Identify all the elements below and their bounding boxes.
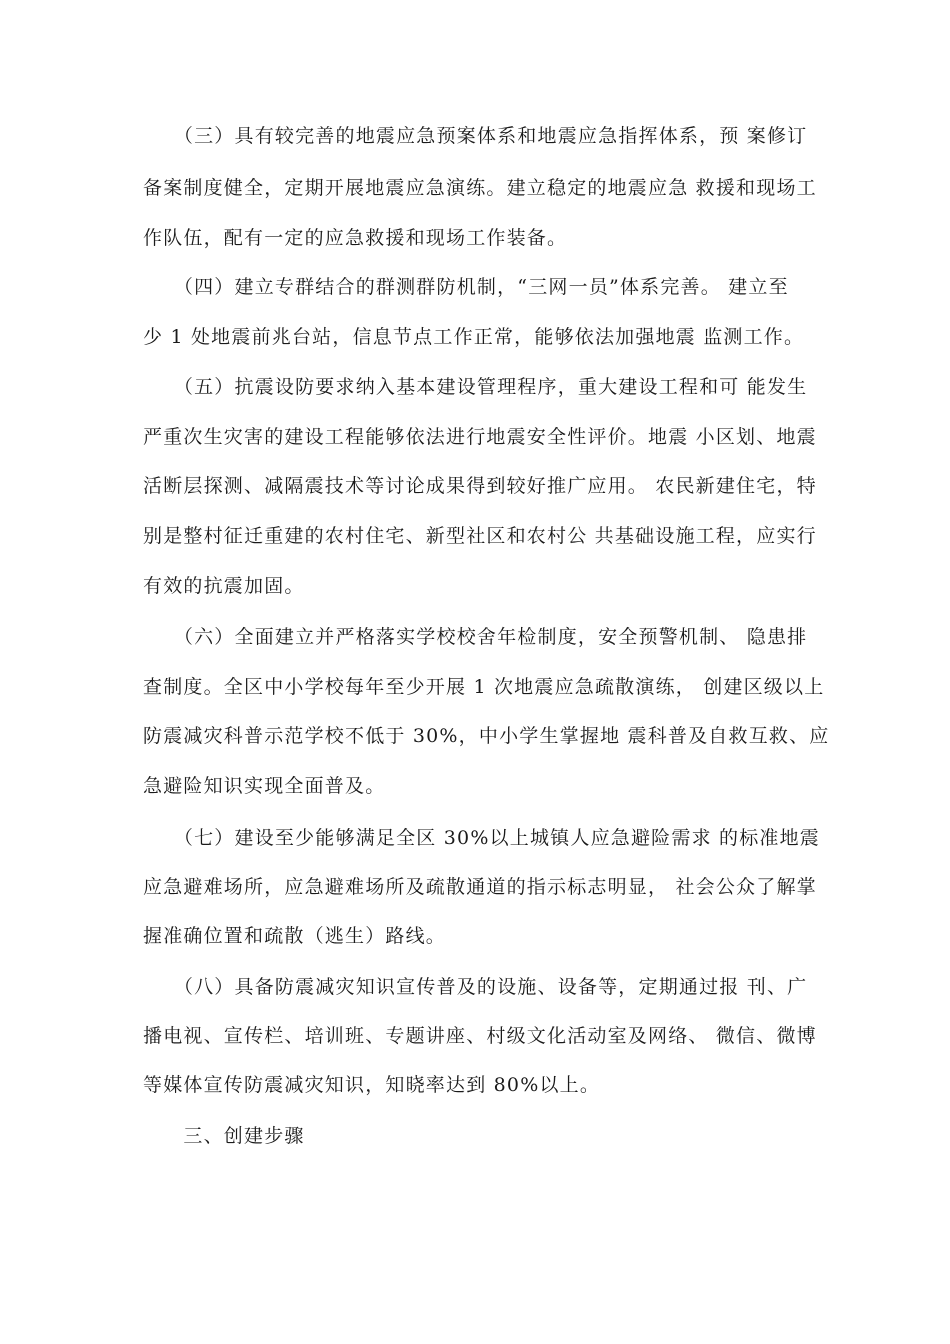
- paragraph-4-line-2: 少 1 处地震前兆台站，信息节点工作正常，能够依法加强地震 监测工作。: [143, 326, 805, 348]
- paragraph-8-line-1: （八）具备防震减灾知识宣传普及的设施、设备等，定期通过报 刊、广: [143, 976, 808, 998]
- paragraph-5-line-1: （五）抗震设防要求纳入基本建设管理程序，重大建设工程和可 能发生: [143, 376, 808, 398]
- paragraph-6-line-3: 防震减灾科普示范学校不低于 30%，中小学生掌握地 震科普及自救互救、应: [143, 725, 830, 747]
- paragraph-7-line-3: 握准确位置和疏散（逃生）路线。: [143, 925, 447, 947]
- paragraph-6-line-4: 急避险知识实现全面普及。: [143, 775, 386, 797]
- paragraph-5-line-2: 严重次生灾害的建设工程能够依法进行地震安全性评价。地震 小区划、地震: [143, 426, 817, 448]
- paragraph-5-line-4: 别是整村征迁重建的农村住宅、新型社区和农村公 共基础设施工程，应实行: [143, 525, 817, 547]
- paragraph-4-line-1: （四）建立专群结合的群测群防机制，“三网一员”体系完善。 建立至: [143, 276, 789, 298]
- paragraph-7-line-1: （七）建设至少能够满足全区 30%以上城镇人应急避险需求 的标准地震: [143, 827, 821, 849]
- paragraph-8-line-2: 播电视、宣传栏、培训班、专题讲座、村级文化活动室及网络、 微信、微博: [143, 1025, 817, 1047]
- paragraph-6-line-2: 查制度。全区中小学校每年至少开展 1 次地震应急疏散演练， 创建区级以上: [143, 676, 825, 698]
- paragraph-3-line-3: 作队伍，配有一定的应急救援和现场工作装备。: [143, 227, 568, 249]
- paragraph-5-line-3: 活断层探测、减隔震技术等讨论成果得到较好推广应用。 农民新建住宅，特: [143, 475, 817, 497]
- section-heading-steps: 三、创建步骤: [143, 1125, 305, 1147]
- paragraph-6-line-1: （六）全面建立并严格落实学校校舍年检制度，安全预警机制、 隐患排: [143, 626, 808, 648]
- paragraph-5-line-5: 有效的抗震加固。: [143, 575, 305, 597]
- paragraph-3-line-2: 备案制度健全，定期开展地震应急演练。建立稳定的地震应急 救援和现场工: [143, 177, 817, 199]
- paragraph-3-line-1: （三）具有较完善的地震应急预案体系和地震应急指挥体系，预 案修订: [143, 125, 808, 147]
- paragraph-7-line-2: 应急避难场所，应急避难场所及疏散通道的指示标志明显， 社会公众了解掌: [143, 876, 817, 898]
- paragraph-8-line-3: 等媒体宣传防震减灾知识，知晓率达到 80%以上。: [143, 1074, 601, 1096]
